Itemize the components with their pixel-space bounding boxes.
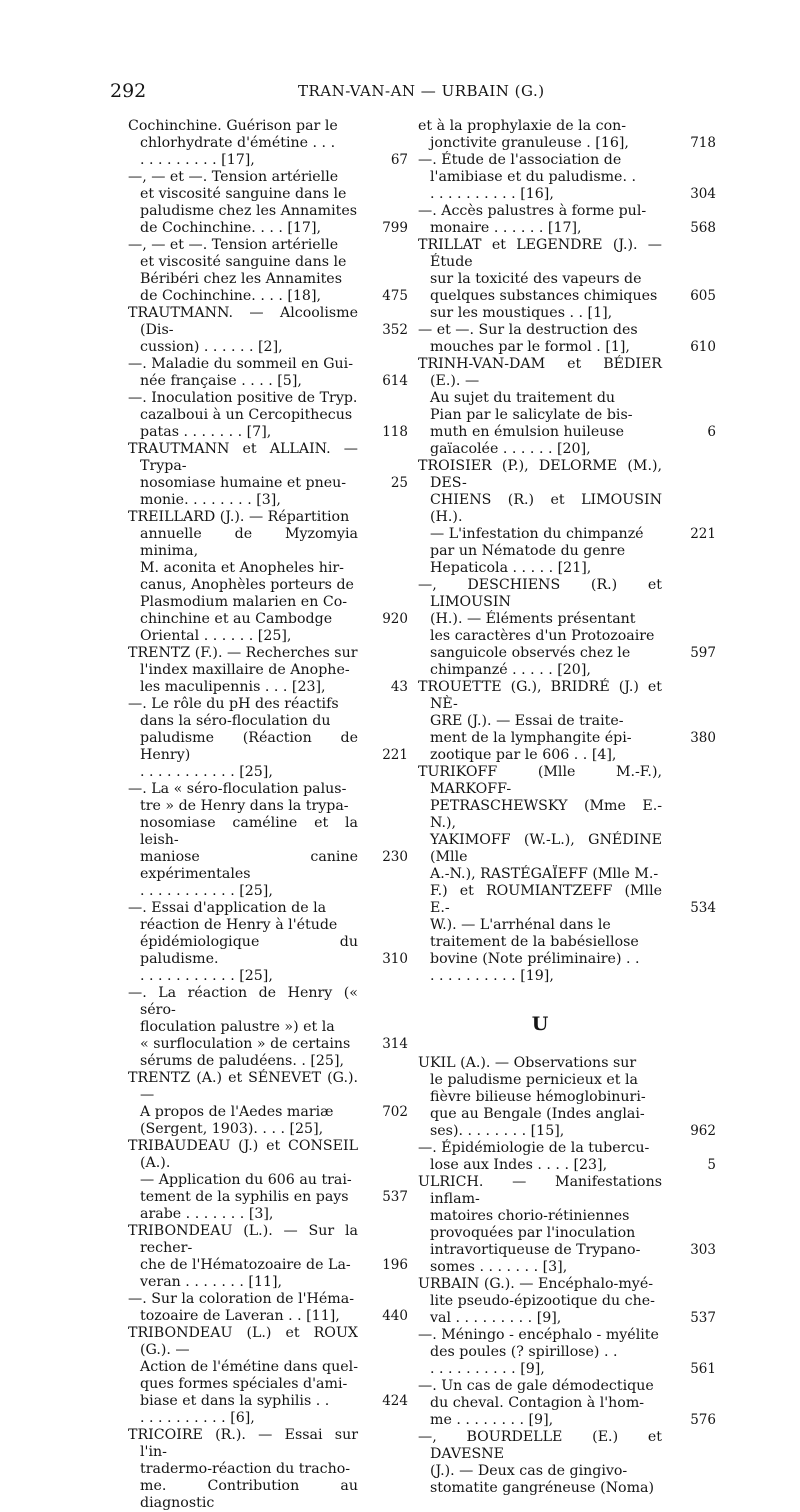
entry-text: —. Méningo - encéphalo - myélite des poules (? spirillose) . . . . . . . . . . . . [9],	[418, 1327, 659, 1377]
entry-text: —, — et —. Tension artérielle et viscosité sanguine dans le paludisme chez les Annamites de Cochinchine. . . . [17],	[128, 169, 358, 236]
entry-text: TURIKOFF (Mlle M.-F.), MARKOFF- PETRASCHEWSKY (Mme E.-N.), YAKIMOFF (W.-L.), GNÉDINE (Mlle A.-N.), RASTÉGAÏEFF (Mlle M.- F.) et ROUMIANTZEFF (Mlle E.- W.). — L'arrhénal dans le traitement de la babésiellose bovine (Note préliminaire) . . . . . . . . . . . . [19],	[418, 764, 662, 984]
entry-text: —. Le rôle du pH des réactifs dans la séro-floculation du paludisme (Réaction de Henry) . . . . . . . . . . . [25],	[128, 696, 358, 780]
index-entry	[128, 900, 408, 985]
entry-page-number: 424	[382, 1393, 408, 1409]
entry-text: TRIBONDEAU (L.) et ROUX (G.). — Action de l'émétine dans quel- ques formes spéciales d'ami- biase et dans la syphilis . . . . . . . . . . . . [6],	[128, 1325, 358, 1426]
entry-page-number: 304	[690, 186, 716, 202]
index-entry	[418, 1055, 716, 1140]
index-entry	[418, 1327, 716, 1378]
entry-page-number: 310	[382, 951, 408, 967]
entry-page-number: 561	[690, 1361, 716, 1377]
index-entry	[128, 696, 408, 781]
entry-page-number: 230	[382, 849, 408, 865]
section-letter: U	[531, 1013, 549, 1035]
entry-page-number: 118	[382, 424, 408, 440]
index-entry	[418, 322, 716, 356]
entry-text: —. Épidémiologie de la tubercu- lose aux Indes . . . . [23],	[418, 1140, 650, 1173]
entry-text: Cochinchine. Guérison par le chlorhydrate d'émétine . . . . . . . . . . . . [17],	[128, 118, 338, 168]
index-entry	[418, 577, 716, 679]
entry-page-number: 610	[690, 339, 716, 355]
entry-page-number: 718	[690, 135, 716, 151]
index-entry	[128, 781, 408, 900]
entry-text: TRAUTMANN. — Alcoolisme (Dis- cussion) . . . . . . [2],	[128, 305, 358, 355]
entry-text: TRILLAT et LEGENDRE (J.). — Étude sur la toxicité des vapeurs de quelques substances chimiques sur les moustiques . . [1],	[418, 237, 662, 321]
entry-page-number: 352	[382, 322, 408, 338]
entry-page-number: 475	[382, 288, 408, 304]
index-entry	[418, 764, 716, 985]
index-entry	[418, 679, 716, 764]
entry-page-number: 605	[690, 288, 716, 304]
entry-text: —. La « séro-floculation palus- tre » de Henry dans la trypa- nosomiase caméline et la leish- maniose canine expérimentales . . . . . . . . . . . [25],	[128, 781, 358, 899]
entry-page-number: 440	[382, 1308, 408, 1324]
index-entry	[128, 237, 408, 305]
right-column	[418, 118, 716, 1497]
entry-text: TRICOIRE (R.). — Essai sur l'in- tradermo-réaction du tracho- me. Contribution au diagnostic	[128, 1427, 358, 1511]
right-entries-u	[418, 1055, 716, 1497]
entry-text: TRIBONDEAU (L.). — Sur la recher- che de l'Hématozoaire de La- veran . . . . . . . [11],	[128, 1223, 358, 1290]
left-column	[128, 118, 408, 1512]
entry-page-number: 537	[382, 1189, 408, 1205]
entry-page-number: 221	[382, 747, 408, 763]
entry-text: —, DESCHIENS (R.) et LIMOUSIN (H.). — Éléments présentant les caractères d'un Protozoaire sanguicole observés chez le chimpanzé . . . . . [20],	[418, 577, 662, 678]
index-entry	[128, 441, 408, 509]
entry-text: TRENTZ (A.) et SÉNEVET (G.). — A propos de l'Aedes mariæ (Sergent, 1903). . . . [25],	[128, 1070, 358, 1137]
entry-text: —. Étude de l'association de l'amibiase et du paludisme. . . . . . . . . . . . [16],	[418, 152, 636, 202]
entry-text: —. Essai d'application de la réaction de Henry à l'étude épidémiologique du paludisme. . . . . . . . . . . . [25],	[128, 900, 358, 984]
entry-page-number: 702	[382, 1104, 408, 1120]
index-entry	[128, 1291, 408, 1325]
entry-page-number: 303	[690, 1242, 716, 1258]
entry-text: TRINH-VAN-DAM et BÉDIER (E.). — Au sujet du traitement du Pian par le salicylate de bis- muth en émulsion huileuse gaïacolée . . . . . . [20],	[418, 356, 662, 457]
entry-text: TRENTZ (F.). — Recherches sur l'index maxillaire de Anophe- les maculipennis . . . [23],	[128, 645, 358, 695]
entry-page-number: 920	[382, 611, 408, 627]
index-entry	[418, 237, 716, 322]
index-entry	[418, 1429, 662, 1497]
entry-page-number: 5	[707, 1157, 716, 1173]
index-entry	[128, 1070, 408, 1138]
entry-page-number: 380	[690, 730, 716, 746]
index-entry	[128, 305, 408, 356]
entry-page-number: 597	[690, 645, 716, 661]
index-entry	[128, 390, 408, 441]
index-entry	[418, 1174, 716, 1276]
entry-page-number: 799	[382, 220, 408, 236]
entry-text: —, — et —. Tension artérielle et viscosité sanguine dans le Béribéri chez les Annamites de Cochinchine. . . . [18],	[128, 237, 347, 304]
entry-page-number: 568	[690, 220, 716, 236]
entry-page-number: 534	[690, 900, 716, 916]
entry-page-number: 196	[382, 1257, 408, 1273]
entry-text: TROISIER (P.), DELORME (M.), DES- CHIENS (R.) et LIMOUSIN (H.). — L'infestation du chimpanzé par un Nématode du genre Hepaticola . . . . . [21],	[418, 458, 662, 576]
entry-page-number: 25	[390, 475, 408, 491]
entry-text: TRIBAUDEAU (J.) et CONSEIL (A.). — Application du 606 au trai- tement de la syphilis en pays arabe . . . . . . . [3],	[128, 1138, 358, 1222]
index-entry	[128, 1138, 408, 1223]
index-entry	[128, 1223, 408, 1291]
index-entry	[128, 1427, 358, 1512]
index-entry	[418, 1276, 716, 1327]
entry-text: —. Maladie du sommeil en Gui- née française . . . . [5],	[128, 356, 353, 389]
entry-page-number: 962	[690, 1123, 716, 1139]
entry-text: ULRICH. — Manifestations inflam- matoires chorio-rétiniennes provoquées par l'inoculation intravortiqueuse de Trypano- somes . . . . . . . [3],	[418, 1174, 662, 1275]
entry-text: —, BOURDELLE (E.) et DAVESNE (J.). — Deux cas de gingivo- stomatite gangréneuse (Noma)	[418, 1429, 662, 1496]
index-entry	[128, 1325, 408, 1427]
index-entry	[128, 118, 408, 169]
entry-page-number: 576	[690, 1412, 716, 1428]
entry-text: TRAUTMANN et ALLAIN. — Trypa- nosomiase humaine et pneu- monie. . . . . . . . [3],	[128, 441, 358, 508]
entry-page-number: 537	[690, 1310, 716, 1326]
index-entry	[418, 1378, 716, 1429]
entry-text: — et —. Sur la destruction des mouches par le formol . [1],	[418, 322, 638, 355]
entry-text: URBAIN (G.). — Encéphalo-myé- lite pseudo-épizootique du che- val . . . . . . . . . [9],	[418, 1276, 655, 1326]
page-header	[110, 80, 710, 106]
entry-text: —. Accès palustres à forme pul- monaire . . . . . . [17],	[418, 203, 647, 236]
entry-page-number: 43	[390, 679, 408, 695]
index-entry	[128, 169, 408, 237]
index-entry	[418, 458, 716, 577]
entry-text: TREILLARD (J.). — Répartition annuelle de Myzomyia minima, M. aconita et Anopheles hir- canus, Anophèles porteurs de Plasmodium malarien en Co- chinchine et au Cambodge Oriental . . . . . . [25],	[128, 509, 358, 644]
index-entry	[418, 1140, 716, 1174]
index-entry	[418, 152, 716, 203]
running-title: TRAN-VAN-AN — URBAIN (G.)	[298, 82, 545, 100]
entry-text: —. La réaction de Henry (« séro- floculation palustre ») et la « surfloculation » de certains sérums de paludéens. . [25],	[128, 985, 358, 1069]
index-entry	[128, 985, 408, 1070]
entry-text: TROUETTE (G.), BRIDRÉ (J.) et NÈ- GRE (J.). — Essai de traite- ment de la lymphangite épi- zootique par le 606 . . [4],	[418, 679, 662, 763]
entry-page-number: 614	[382, 373, 408, 389]
entry-page-number: 67	[390, 152, 408, 168]
index-entry	[418, 203, 716, 237]
entry-text: —. Un cas de gale démodectique du cheval. Contagion à l'hom- me . . . . . . . . [9],	[418, 1378, 654, 1428]
entry-page-number: 314	[382, 1036, 408, 1052]
right-entries-t	[418, 118, 716, 985]
index-entry	[128, 645, 408, 696]
index-entry	[128, 356, 408, 390]
entry-text: —. Inoculation positive de Tryp. cazalboui à un Cercopithecus patas . . . . . . . [7],	[128, 390, 358, 440]
entry-page-number: 221	[690, 526, 716, 542]
index-entry	[128, 509, 408, 645]
entry-text: UKIL (A.). — Observations sur le paludisme pernicieux et la fièvre bilieuse hémoglobinuri- que au Bengale (Indes anglai- ses). . . . . . . . [15],	[418, 1055, 646, 1139]
index-entry	[418, 118, 716, 152]
index-entry	[418, 356, 716, 458]
entry-text: —. Sur la coloration de l'Héma- tozoaire de Laveran . . [11],	[128, 1291, 354, 1324]
entry-text: et à la prophylaxie de la con- jonctivite granuleuse . [16],	[418, 118, 629, 151]
page-number: 292	[110, 80, 147, 102]
entry-page-number: 6	[707, 424, 716, 440]
